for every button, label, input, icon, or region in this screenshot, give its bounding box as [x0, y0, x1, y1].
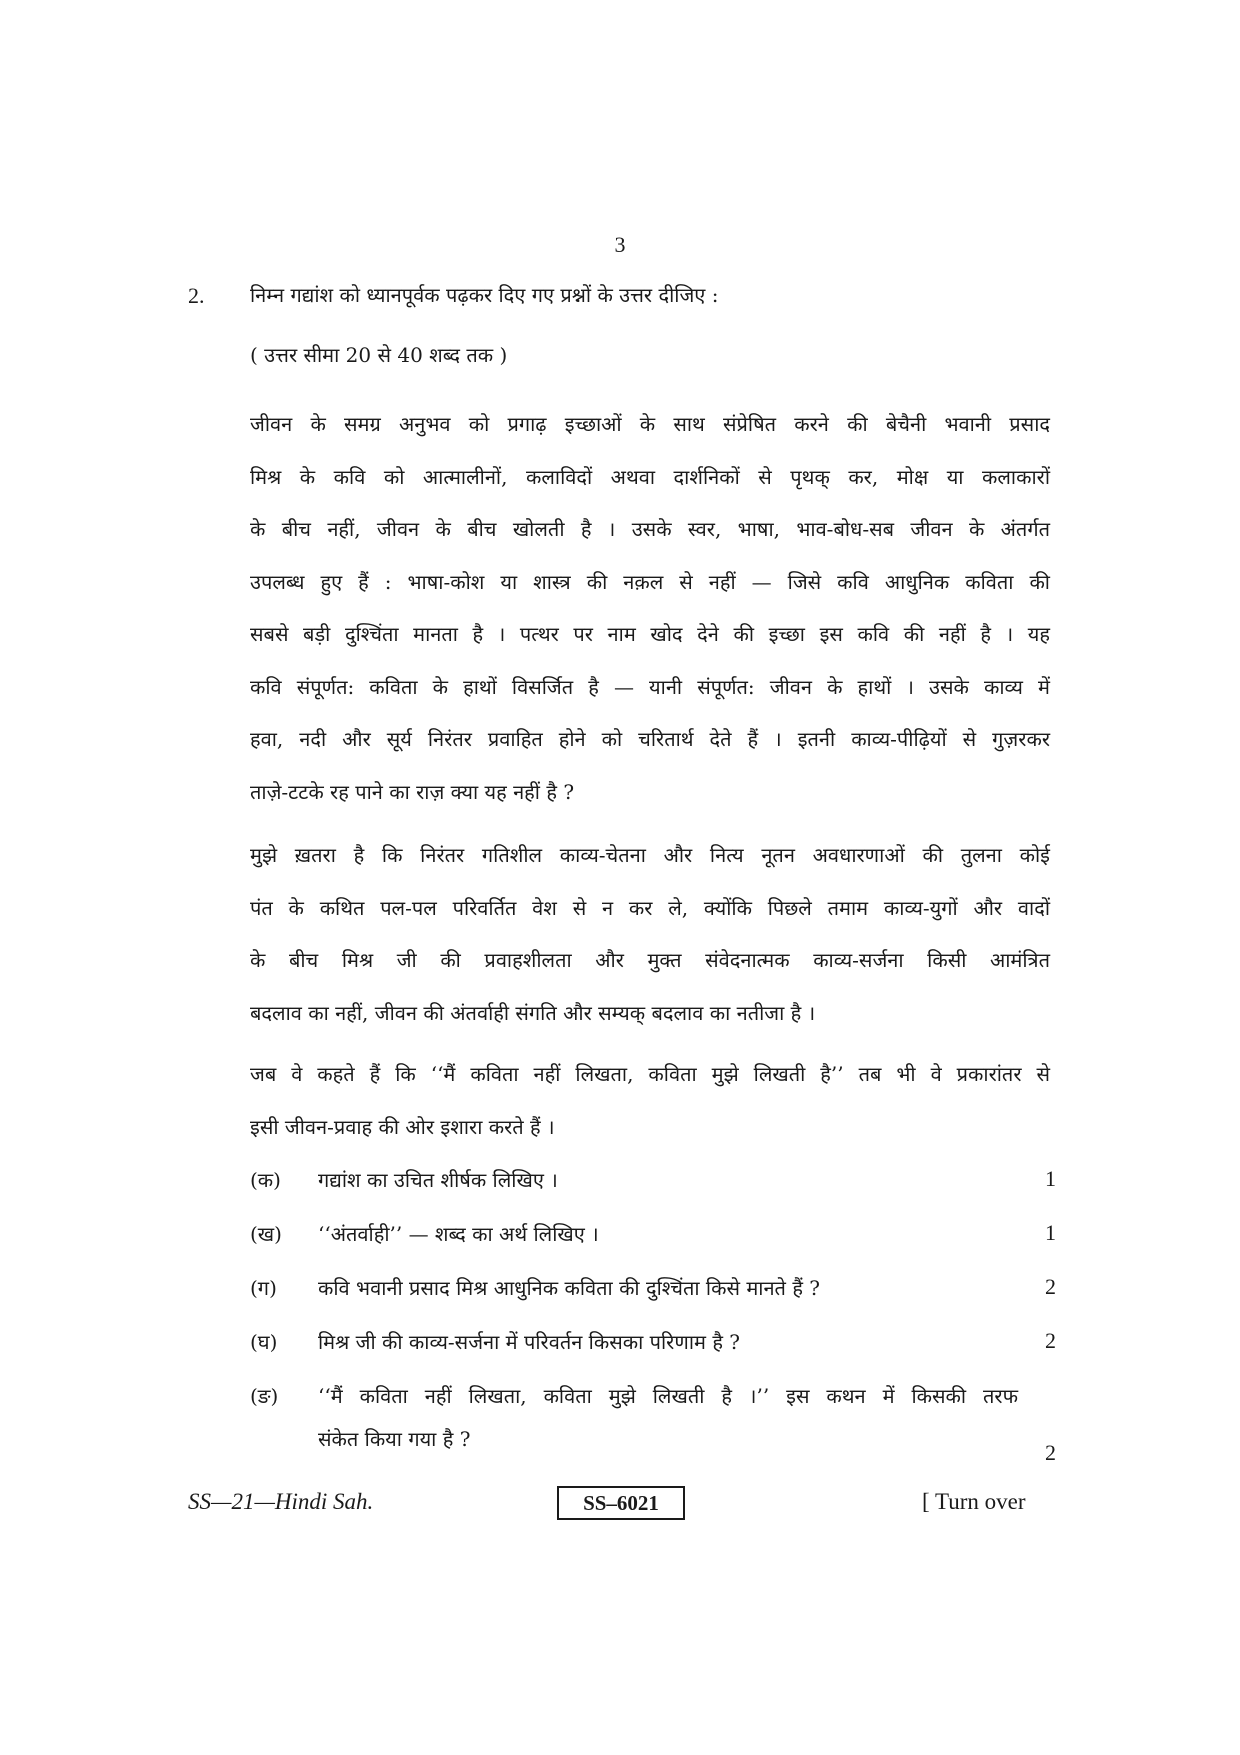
passage-paragraph-1: [250, 398, 1050, 818]
sub-question-text-line: संकेत किया गया है ?: [318, 1427, 471, 1451]
passage-line: जीवन के समग्र अनुभव को प्रगाढ़ इच्छाओं के साथ संप्रेषित करने की बेचैनी भवानी प्रसाद: [250, 412, 1050, 436]
passage-line: सबसे बड़ी दुश्चिंता मानता है । पत्थर पर नाम खोद देने की इच्छा इस कवि की नहीं है । यह: [250, 622, 1050, 646]
sub-question-label: (ग): [250, 1276, 277, 1300]
sub-question-label: (ङ): [250, 1384, 279, 1408]
paper-code-footer: SS—21—Hindi Sah.: [188, 1489, 374, 1514]
sub-question-label: (घ): [250, 1330, 278, 1354]
passage-line: जब वे कहते हैं कि ‘‘मैं कविता नहीं लिखता, कविता मुझे लिखती है’’ तब भी वे प्रकारांतर से: [250, 1062, 1050, 1086]
passage-line: इसी जीवन-प्रवाह की ओर इशारा करते हैं ।: [250, 1114, 555, 1139]
sub-question-text: कवि भवानी प्रसाद मिश्र आधुनिक कविता की दुश्चिंता किसे मानते हैं ?: [318, 1276, 821, 1300]
passage-line: के बीच नहीं, जीवन के बीच खोलती है । उसके स्वर, भाषा, भाव-बोध-सब जीवन के अंतर्गत: [250, 517, 1050, 541]
passage-line: बदलाव का नहीं, जीवन की अंतर्वाही संगति और सम्यक् बदलाव का नतीजा है ।: [250, 1000, 816, 1025]
passage-line: मिश्र के कवि को आत्मालीनों, कलाविदों अथवा दार्शनिकों से पृथक् कर, मोक्ष या कलाकारों: [250, 464, 1050, 489]
passage-line: के बीच मिश्र जी की प्रवाहशीलता और मुक्त संवेदनात्मक काव्य-सर्जना किसी आमंत्रित: [250, 948, 1050, 972]
sub-question-label: (ख): [250, 1222, 282, 1246]
sub-question-label: (क): [250, 1168, 281, 1192]
sub-question-text: गद्यांश का उचित शीर्षक लिखिए ।: [318, 1168, 558, 1192]
sub-question-marks: 2: [1045, 1440, 1056, 1465]
sub-question-marks: 1: [1045, 1220, 1056, 1245]
passage-line: पंत के कथित पल-पल परिवर्तित वेश से न कर ले, क्योंकि पिछले तमाम काव्य-युगों और वादों: [250, 895, 1050, 920]
sub-question-text-line: ‘‘मैं कविता नहीं लिखता, कविता मुझे लिखती है ।’’ इस कथन में किसकी तरफ: [318, 1384, 1018, 1408]
passage-paragraph-3: [250, 1048, 1050, 1153]
passage-line: उपलब्ध हुए हैं : भाषा-कोश या शास्त्र की नक़ल से नहीं — जिसे कवि आधुनिक कविता की: [250, 569, 1050, 594]
question-instruction: निम्न गद्यांश को ध्यानपूर्वक पढ़कर दिए गए प्रश्नों के उत्तर दीजिए :: [250, 283, 719, 307]
passage-line: ताज़े-टटके रह पाने का राज़ क्या यह नहीं है ?: [250, 779, 575, 804]
paper-serial-box: SS–6021: [557, 1486, 685, 1520]
question-number: 2.: [188, 283, 205, 308]
word-limit-note: ( उत्तर सीमा 20 से 40 शब्द तक ): [250, 343, 508, 367]
sub-question-text: ‘‘अंतर्वाही’’ — शब्द का अर्थ लिखिए ।: [318, 1222, 599, 1246]
sub-question-marks: 1: [1045, 1166, 1056, 1191]
passage-paragraph-2: [250, 829, 1050, 1039]
passage-line: हवा, नदी और सूर्य निरंतर प्रवाहित होने को चरितार्थ देते हैं । इतनी काव्य-पीढ़ियों से गुज़रकर: [250, 727, 1050, 751]
passage-line: मुझे ख़तरा है कि निरंतर गतिशील काव्य-चेतना और नित्य नूतन अवधारणाओं की तुलना कोई: [250, 843, 1050, 867]
sub-question-marks: 2: [1045, 1274, 1056, 1299]
passage-line: कवि संपूर्णत: कविता के हाथों विसर्जित है — यानी संपूर्णत: जीवन के हाथों । उसके काव्य में: [250, 674, 1050, 699]
turn-over-note: [ Turn over: [922, 1489, 1026, 1514]
sub-question-text: मिश्र जी की काव्य-सर्जना में परिवर्तन किसका परिणाम है ?: [318, 1330, 741, 1354]
sub-question-text: [318, 1382, 1018, 1452]
page-number: 3: [614, 232, 626, 257]
sub-question-marks: 2: [1045, 1328, 1056, 1353]
